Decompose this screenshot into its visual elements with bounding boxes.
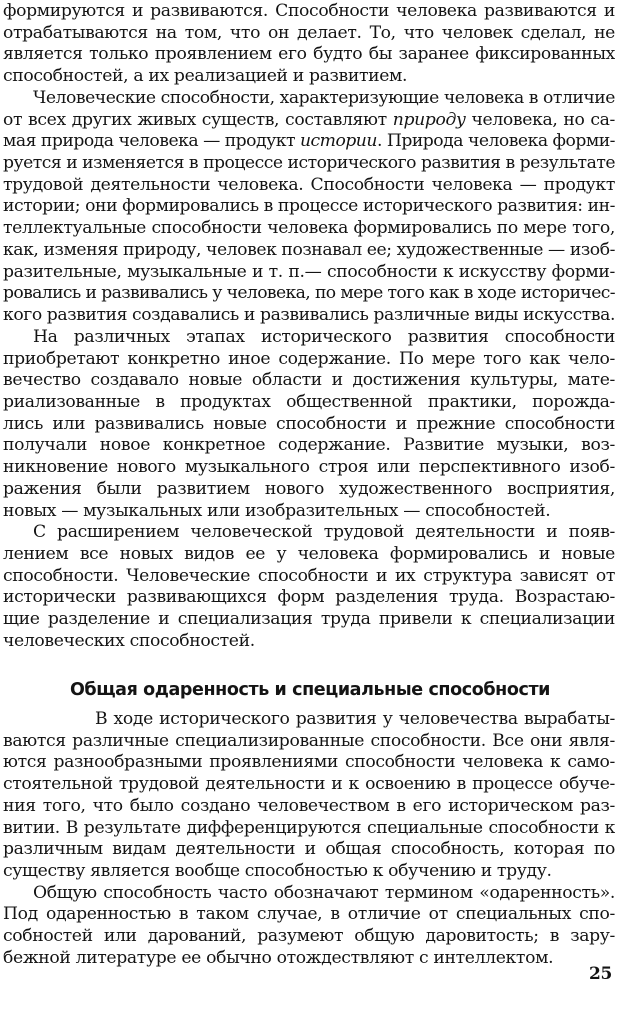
text-line: разительные, музыкальные и т. п.— способности к искусству форми-	[3, 261, 615, 282]
section-heading: Общая одаренность и специальные способности	[69, 680, 551, 700]
text-line: отрабатываются на том, что он делает. То, что человек сделал, не	[3, 22, 615, 43]
text-line: приобретают конкретно иное содержание. По мере того как чело-	[3, 348, 615, 369]
text-line: На различных этапах исторического развития способности	[33, 326, 615, 347]
text-line: истории; они формировались в процессе исторического развития: ин-	[3, 196, 615, 217]
text-line: никновение нового музыкального строя или перспективного изоб-	[3, 457, 615, 478]
text-line: человеческих способностей.	[3, 630, 255, 651]
text-line: способности. Человеческие способности и их структура зависят от	[3, 565, 615, 586]
text-line: стоятельной трудовой деятельности и к освоению в процессе обуче-	[3, 774, 615, 795]
text-line: существу является вообще способностью к обучению и труду.	[3, 861, 552, 882]
text-line: мая природа человека — продукт истории. Природа человека форми-	[3, 131, 615, 152]
text-line: руется и изменяется в процессе исторического развития в результате	[3, 153, 615, 174]
text-line: кого развития создавались и развивались различные виды искусства.	[3, 305, 615, 326]
text-line: получали новое конкретное содержание. Развитие музыки, воз-	[3, 435, 615, 456]
text-line: щие разделение и специализация труда привели к специализации	[3, 609, 615, 630]
text-line: В ходе исторического развития у человечества вырабаты-	[95, 709, 615, 729]
text-line: исторически развивающихся форм разделения труда. Возрастаю-	[3, 587, 615, 608]
text-line: лись или развивались новые способности и прежние способности	[3, 413, 615, 434]
text-line: бежной литературе ее обычно отождествляют с интеллектом.	[3, 947, 554, 968]
text-line: риализованные в продуктах общественной практики, порожда-	[3, 391, 615, 412]
text-line: формируются и развиваются. Способности человека развиваются и	[3, 1, 615, 21]
text-line: ются разнообразными проявлениями способности человека к само-	[3, 752, 615, 773]
page-number: 25	[589, 964, 612, 984]
text-line: трудовой деятельности человека. Способности человека — продукт	[3, 174, 615, 195]
text-line: от всех других живых существ, составляют природу человека, но са-	[3, 109, 615, 130]
text-line: ваются различные специализированные способности. Все они явля-	[3, 730, 615, 751]
text-line: ражения были развитием нового художественного восприятия,	[3, 478, 615, 499]
text-line: способностей, а их реализацией и развитием.	[3, 66, 408, 87]
text-line: новых — музыкальных или изобразительных — способностей.	[3, 500, 551, 521]
text-line: как, изменяя природу, человек познавал ее; художественные — изоб-	[3, 239, 615, 260]
text-line: ровались и развивались у человека, по мере того как в ходе историчес-	[3, 283, 615, 304]
text-line: Человеческие способности, характеризующие человека в отличие	[33, 87, 615, 108]
text-line: Общую способность часто обозначают термином «одаренность».	[33, 882, 615, 903]
text-line: Под одаренностью в таком случае, в отличие от специальных спо-	[3, 904, 615, 925]
text-line: различным видам деятельности и общая способность, которая по	[3, 839, 615, 860]
text-line: лением все новых видов ее у человека формировались и новые	[3, 544, 615, 564]
text-line: является только проявлением его будто бы заранее фиксированных	[3, 44, 615, 65]
text-line: ния того, что было создано человечеством в его историческом раз-	[3, 795, 615, 816]
text-line: С расширением человеческой трудовой деятельности и появ-	[33, 522, 615, 543]
text-line: витии. В результате дифференцируются специальные способности к	[3, 817, 615, 838]
text-line: собностей или дарований, разумеют общую даровитость; в зару-	[3, 926, 615, 947]
text-line: теллектуальные способности человека формировались по мере того,	[3, 218, 615, 239]
text-line: вечество создавало новые области и достижения культуры, мате-	[3, 370, 615, 391]
